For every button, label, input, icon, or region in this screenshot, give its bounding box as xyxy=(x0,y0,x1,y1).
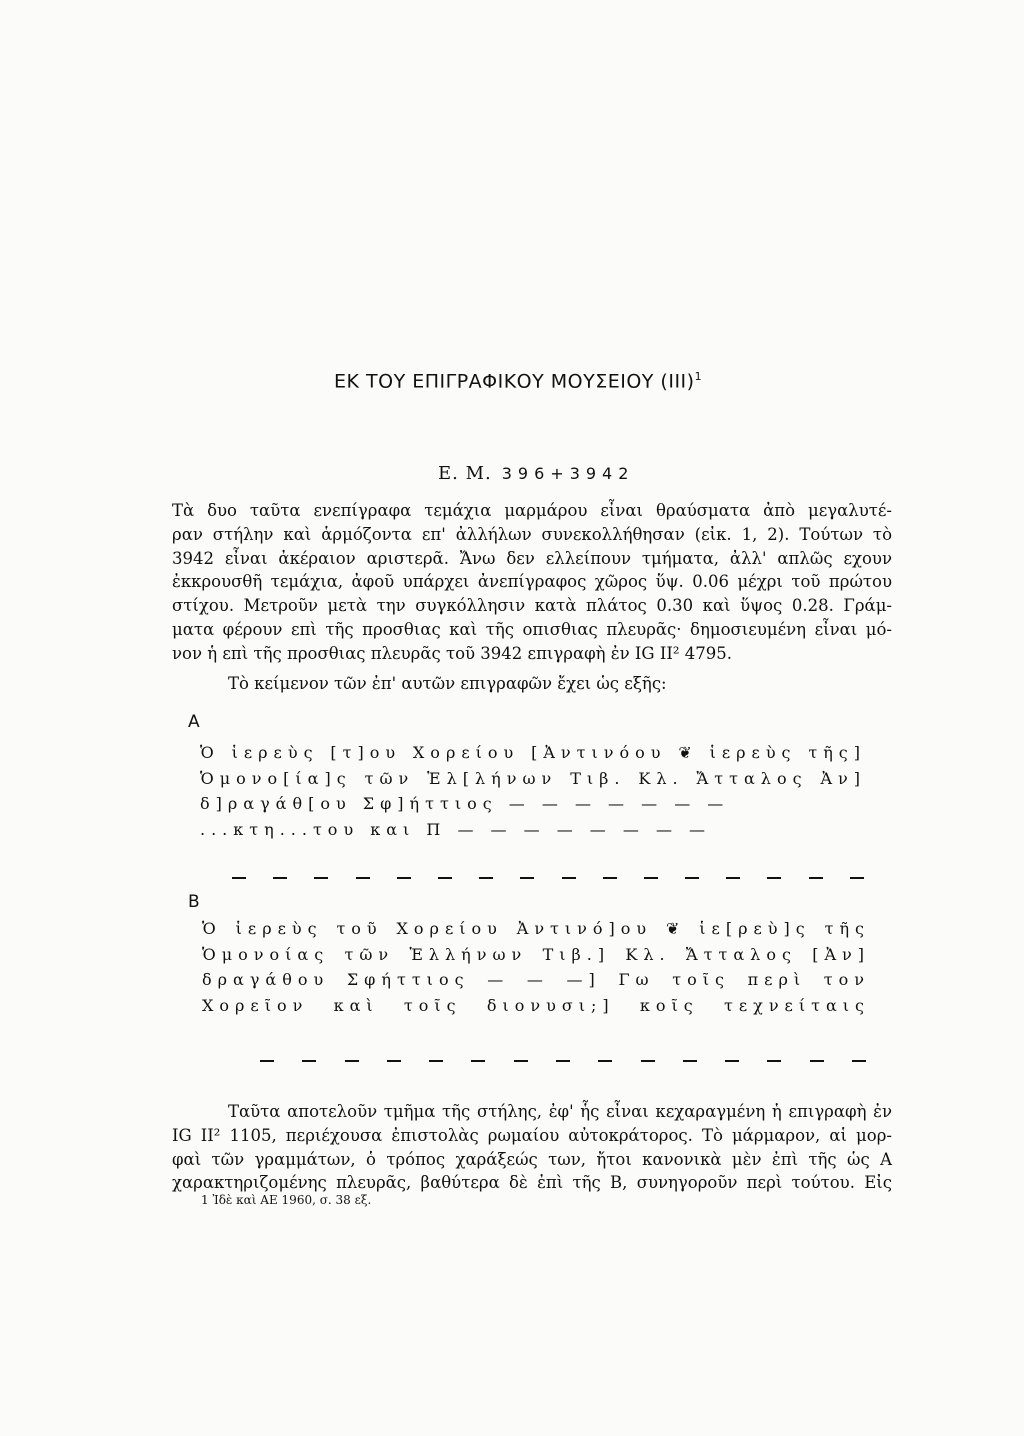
intro-line: νον ἡ επὶ τῆς προσθιας πλευρᾶς τοῦ 3942 επιγραφὴ ἐν IG II² 4795. xyxy=(172,643,732,663)
intro-paragraph xyxy=(172,499,892,666)
lacuna-dashes xyxy=(232,877,864,879)
article-title xyxy=(334,370,702,392)
inscription-line: δραγάθου Σφήττιος — — —] Γω τοῖς περὶ τον xyxy=(202,970,870,989)
intro-line: ἐκκρουσθῆ τεμάχια, ἀφοῦ υπάρχει ἀνεπίγραφος χῶρος ὕψ. 0.06 μέχρι τοῦ πρώτου xyxy=(172,572,892,592)
footnote: 1 Ἰδὲ καὶ ΑΕ 1960, σ. 38 εξ. xyxy=(201,1193,372,1207)
closing-line: φαὶ τῶν γραμμάτων, ὁ τρόπος χαράξεώς των, ἤτοι κανονικὰ μὲν ἐπὶ τῆς ὡς Α xyxy=(172,1149,892,1169)
inscription-line: Ὁ ἱερεὺς τοῦ Χορείου Ἀντινό]ου ❦ ἱε[ρεὺ]ς τῆς xyxy=(202,919,870,938)
catalog-prefix: Ε. Μ. xyxy=(438,463,492,484)
intro-lead xyxy=(172,672,892,696)
intro-line: 3942 εἶναι ἀκέραιον αριστερᾶ. Ἄνω δεν ελλείπουν τμήματα, ἀλλ' απλῶς εχουν xyxy=(172,548,892,568)
title-text: ΕΚ ΤΟΥ ΕΠΙΓΡΑΦΙΚΟΥ ΜΟΥΣΕΙΟΥ (III) xyxy=(334,370,695,393)
side-a-inscription xyxy=(200,740,866,842)
inscription-line: Ὁμονο[ία]ς τῶν Ἑλ[λήνων Τιβ. Κλ. Ἄτταλος Ἀν] xyxy=(200,768,866,788)
closing-line: Ταῦτα αποτελοῦν τμῆμα τῆς στήλης, ἐφ' ἧς εἶναι κεχαραγμένη ἡ επιγραφὴ ἐν xyxy=(228,1102,892,1121)
inscription-line: Χορεῖον καὶ τοῖς διονυσι;] κοῖς τεχνείταις xyxy=(202,995,870,1015)
intro-lead-text: Τὸ κείμενον τῶν ἐπ' αυτῶν επιγραφῶν ἔχει ὡς εξῆς: xyxy=(228,674,667,693)
intro-line: ραν στήλην καὶ ἁρμόζοντα επ' ἀλλήλων συνεκολλήθησαν (εἰκ. 1, 2). Τούτων τὸ xyxy=(172,524,892,544)
closing-line: IG II² 1105, περιέχουσα ἐπιστολὰς ρωμαίου αὐτοκράτορος. Τὸ μάρμαρον, αἱ μορ- xyxy=(172,1125,892,1145)
side-a-label: Α xyxy=(188,712,200,732)
inscription-line: δ]ραγάθ[ου Σφ]ήττιος — — — — — — — xyxy=(200,794,730,813)
title-footnote-mark: 1 xyxy=(694,370,703,383)
catalog-numbers: 396+3942 xyxy=(501,464,635,483)
side-b-inscription xyxy=(202,916,870,1018)
intro-line: στίχου. Μετροῦν μετὰ την συγκόλλησιν κατὰ πλάτος 0.30 καὶ ὕψος 0.28. Γράμ- xyxy=(172,596,892,616)
inscription-line: ...κτη...του και Π — — — — — — — — xyxy=(200,819,712,839)
catalog-heading xyxy=(438,463,634,484)
intro-line: ματα φέρουν επὶ τῆς προσθιας καὶ τῆς οπισθιας πλευρᾶς· δημοσιευμένη εἶναι μό- xyxy=(172,619,892,639)
intro-line: Τὰ δυο ταῦτα ενεπίγραφα τεμάχια μαρμάρου εἶναι θραύσματα ἀπὸ μεγαλυτέ- xyxy=(172,501,892,520)
inscription-line: Ὁ ἱερεὺς [τ]ου Χορείου [Ἀντινόου ❦ ἱερεὺς τῆς] xyxy=(200,743,866,762)
closing-line: χαρακτηριζομένης πλευρᾶς, βαθύτερα δὲ ἐπὶ τῆς Β, συνηγοροῦν περὶ τούτου. Εἰς xyxy=(172,1173,892,1193)
lacuna-dashes xyxy=(260,1060,866,1062)
closing-paragraph xyxy=(172,1100,892,1195)
side-b-label: Β xyxy=(188,892,200,912)
inscription-line: Ὁμονοίας τῶν Ἑλλήνων Τιβ.] Κλ. Ἄτταλος [Ἀν] xyxy=(202,944,870,964)
